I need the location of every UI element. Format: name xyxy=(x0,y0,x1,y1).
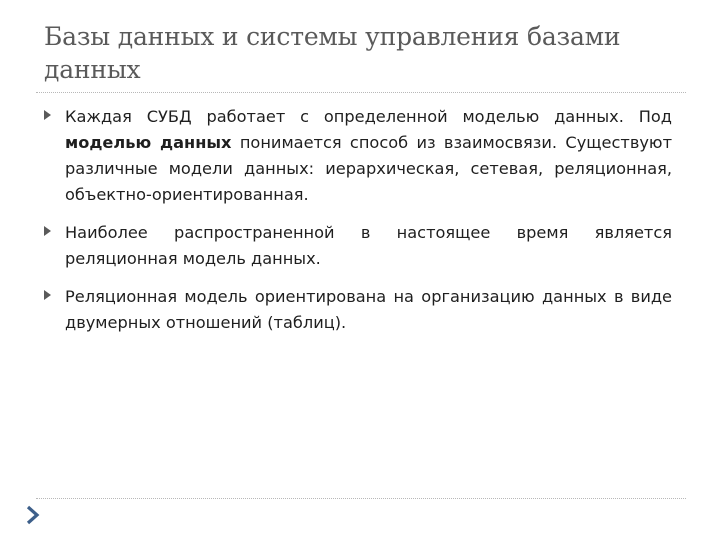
bullet-text-part: Каждая СУБД работает с определенной моделью данных. Под xyxy=(65,107,672,126)
triangle-bullet-icon xyxy=(44,110,51,120)
bullet-item xyxy=(44,104,672,208)
bullet-text-part: понимается способ из взаимосвязи. Существуют различные модели данных: иерархическая, сетевая, реляционная, объектно-ориентированная. xyxy=(65,133,672,204)
bullet-text: Реляционная модель ориентирована на организацию данных в виде двумерных отношений (таблиц). xyxy=(65,287,672,332)
triangle-bullet-icon xyxy=(44,226,51,236)
slide-title: Базы данных и системы управления базами данных xyxy=(44,22,621,84)
title-divider xyxy=(36,92,686,93)
bullet-emphasis: моделью данных xyxy=(65,133,232,152)
chevron-right-icon xyxy=(24,504,42,526)
bullet-text: Наиболее распространенной в настоящее время является реляционная модель данных. xyxy=(65,223,672,268)
bullet-item xyxy=(44,284,672,336)
triangle-bullet-icon xyxy=(44,290,51,300)
footer-divider xyxy=(36,498,686,499)
bullet-item xyxy=(44,220,672,272)
bullet-list xyxy=(44,104,672,348)
bullet-text xyxy=(65,104,672,208)
